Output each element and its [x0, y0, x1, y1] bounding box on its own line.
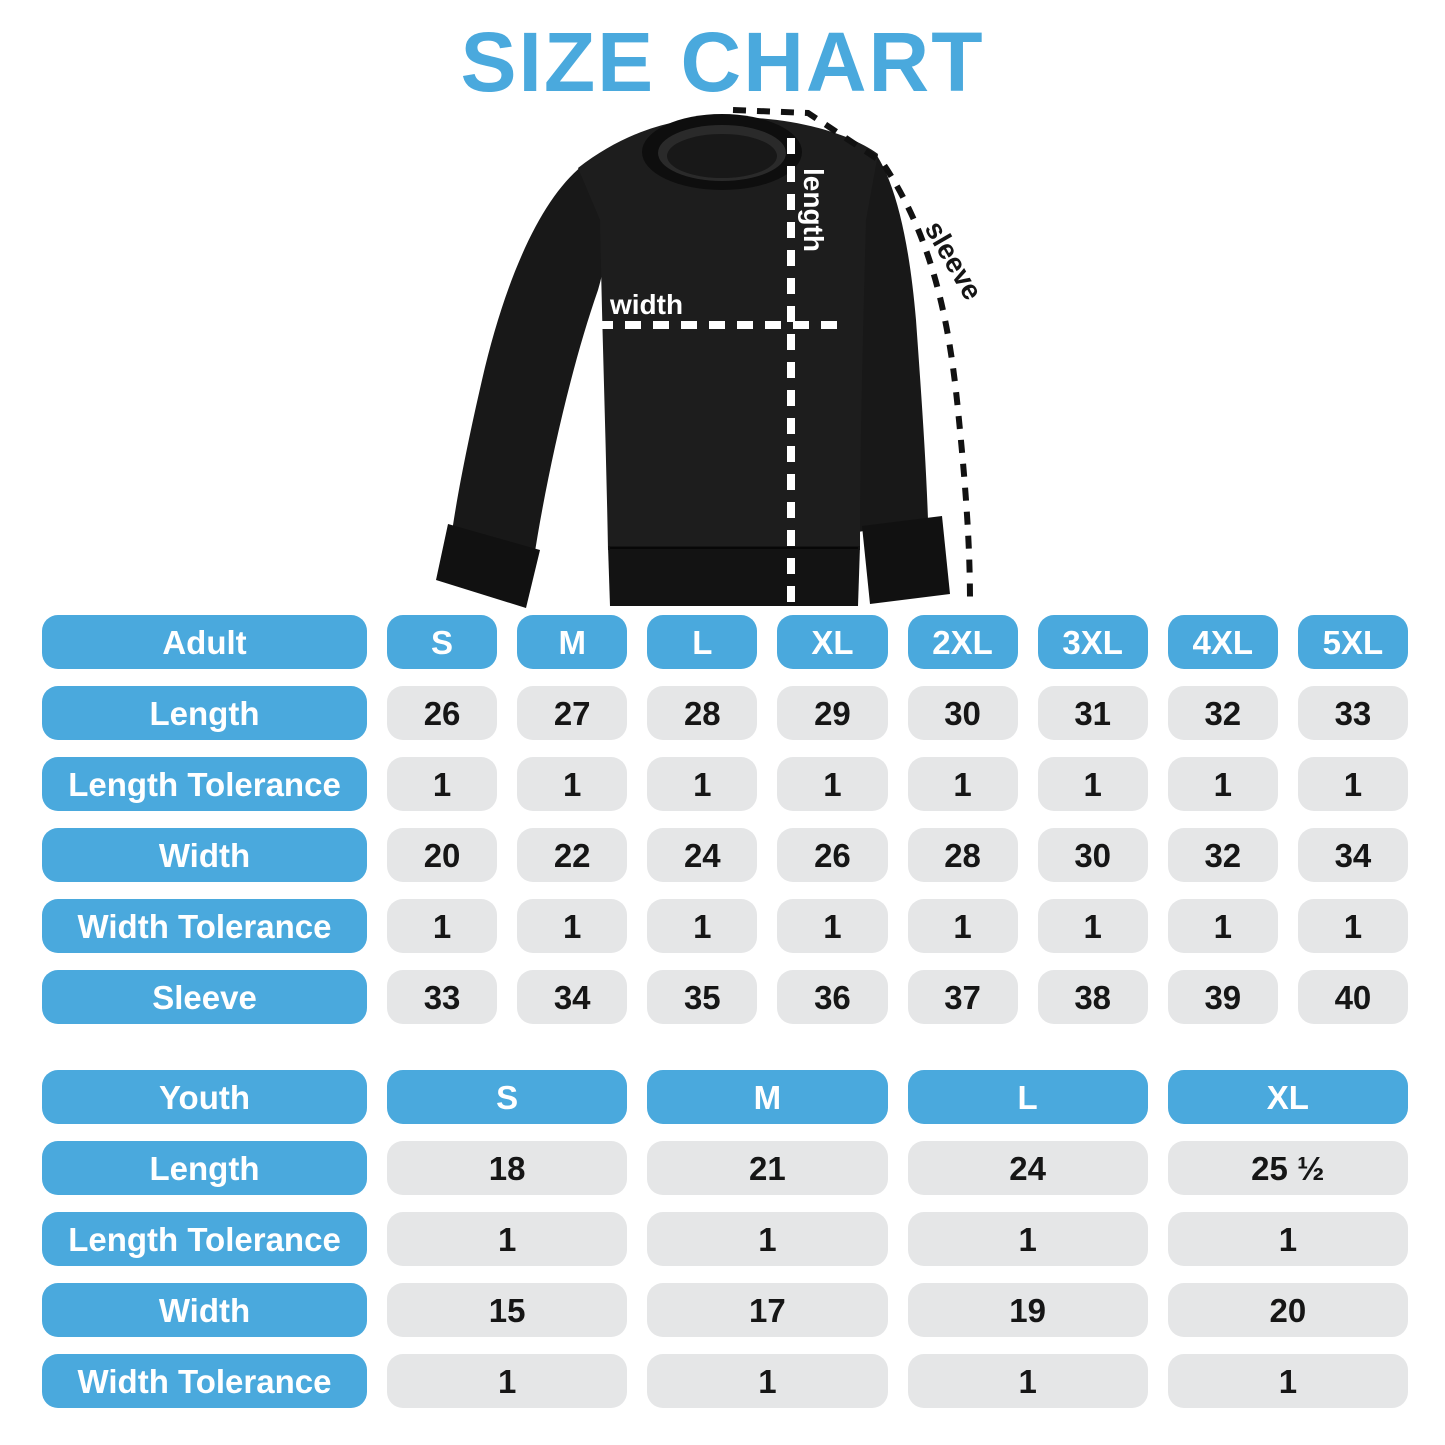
size-column-header: M [647, 1070, 887, 1124]
value-cell: 32 [1168, 828, 1278, 882]
sweatshirt-diagram [430, 80, 1030, 615]
value-cell: 40 [1298, 970, 1408, 1024]
row-label: Width [42, 828, 367, 882]
size-column-header: S [387, 615, 497, 669]
value-cell: 21 [647, 1141, 887, 1195]
value-cell: 1 [517, 899, 627, 953]
row-label: Sleeve [42, 970, 367, 1024]
value-cell: 17 [647, 1283, 887, 1337]
value-cell: 1 [517, 757, 627, 811]
value-cell: 24 [908, 1141, 1148, 1195]
row-label: Length Tolerance [42, 757, 367, 811]
sweatshirt-left-sleeve [452, 166, 610, 558]
value-cell: 1 [1298, 757, 1408, 811]
value-cell: 1 [387, 1212, 627, 1266]
value-cell: 1 [908, 899, 1018, 953]
value-cell: 27 [517, 686, 627, 740]
value-cell: 31 [1038, 686, 1148, 740]
value-cell: 1 [1298, 899, 1408, 953]
youth-size-table [42, 1070, 1408, 1408]
value-cell: 1 [1168, 899, 1278, 953]
size-column-header: M [517, 615, 627, 669]
size-column-header: 3XL [1038, 615, 1148, 669]
value-cell: 1 [1168, 757, 1278, 811]
value-cell: 1 [647, 899, 757, 953]
value-cell: 1 [777, 899, 887, 953]
value-cell: 20 [387, 828, 497, 882]
row-label: Width Tolerance [42, 899, 367, 953]
value-cell: 20 [1168, 1283, 1408, 1337]
size-column-header: 4XL [1168, 615, 1278, 669]
value-cell: 1 [387, 899, 497, 953]
size-column-header: S [387, 1070, 627, 1124]
size-column-header: XL [1168, 1070, 1408, 1124]
value-cell: 29 [777, 686, 887, 740]
row-label: Width [42, 1283, 367, 1337]
table-group-header: Adult [42, 615, 367, 669]
value-cell: 18 [387, 1141, 627, 1195]
value-cell: 25 ½ [1168, 1141, 1408, 1195]
adult-size-table [42, 615, 1408, 1024]
width-label: width [610, 289, 684, 320]
value-cell: 36 [777, 970, 887, 1024]
value-cell: 1 [908, 1212, 1148, 1266]
value-cell: 1 [1038, 757, 1148, 811]
value-cell: 39 [1168, 970, 1278, 1024]
page-title: SIZE CHART [460, 15, 985, 109]
row-label: Length [42, 686, 367, 740]
row-label: Width Tolerance [42, 1354, 367, 1408]
value-cell: 24 [647, 828, 757, 882]
row-label: Length Tolerance [42, 1212, 367, 1266]
value-cell: 1 [1168, 1212, 1408, 1266]
size-column-header: XL [777, 615, 887, 669]
value-cell: 28 [908, 828, 1018, 882]
value-cell: 33 [387, 970, 497, 1024]
value-cell: 1 [908, 757, 1018, 811]
value-cell: 1 [908, 1354, 1148, 1408]
value-cell: 28 [647, 686, 757, 740]
value-cell: 19 [908, 1283, 1148, 1337]
value-cell: 26 [387, 686, 497, 740]
value-cell: 1 [387, 1354, 627, 1408]
size-column-header: L [647, 615, 757, 669]
value-cell: 1 [1038, 899, 1148, 953]
collar-inner-shadow [667, 134, 777, 178]
value-cell: 33 [1298, 686, 1408, 740]
sleeve-label: sleeve [918, 215, 989, 306]
value-cell: 15 [387, 1283, 627, 1337]
sweatshirt-right-cuff [862, 516, 950, 604]
value-cell: 37 [908, 970, 1018, 1024]
value-cell: 38 [1038, 970, 1148, 1024]
value-cell: 22 [517, 828, 627, 882]
row-label: Length [42, 1141, 367, 1195]
value-cell: 35 [647, 970, 757, 1024]
value-cell: 26 [777, 828, 887, 882]
value-cell: 34 [517, 970, 627, 1024]
value-cell: 34 [1298, 828, 1408, 882]
value-cell: 32 [1168, 686, 1278, 740]
value-cell: 1 [777, 757, 887, 811]
size-column-header: 5XL [1298, 615, 1408, 669]
value-cell: 1 [1168, 1354, 1408, 1408]
length-label: length [798, 168, 829, 252]
size-column-header: 2XL [908, 615, 1018, 669]
table-group-header: Youth [42, 1070, 367, 1124]
value-cell: 30 [1038, 828, 1148, 882]
sweatshirt-waistband [608, 546, 860, 606]
size-column-header: L [908, 1070, 1148, 1124]
value-cell: 1 [387, 757, 497, 811]
value-cell: 1 [647, 1212, 887, 1266]
value-cell: 1 [647, 757, 757, 811]
value-cell: 30 [908, 686, 1018, 740]
value-cell: 1 [647, 1354, 887, 1408]
